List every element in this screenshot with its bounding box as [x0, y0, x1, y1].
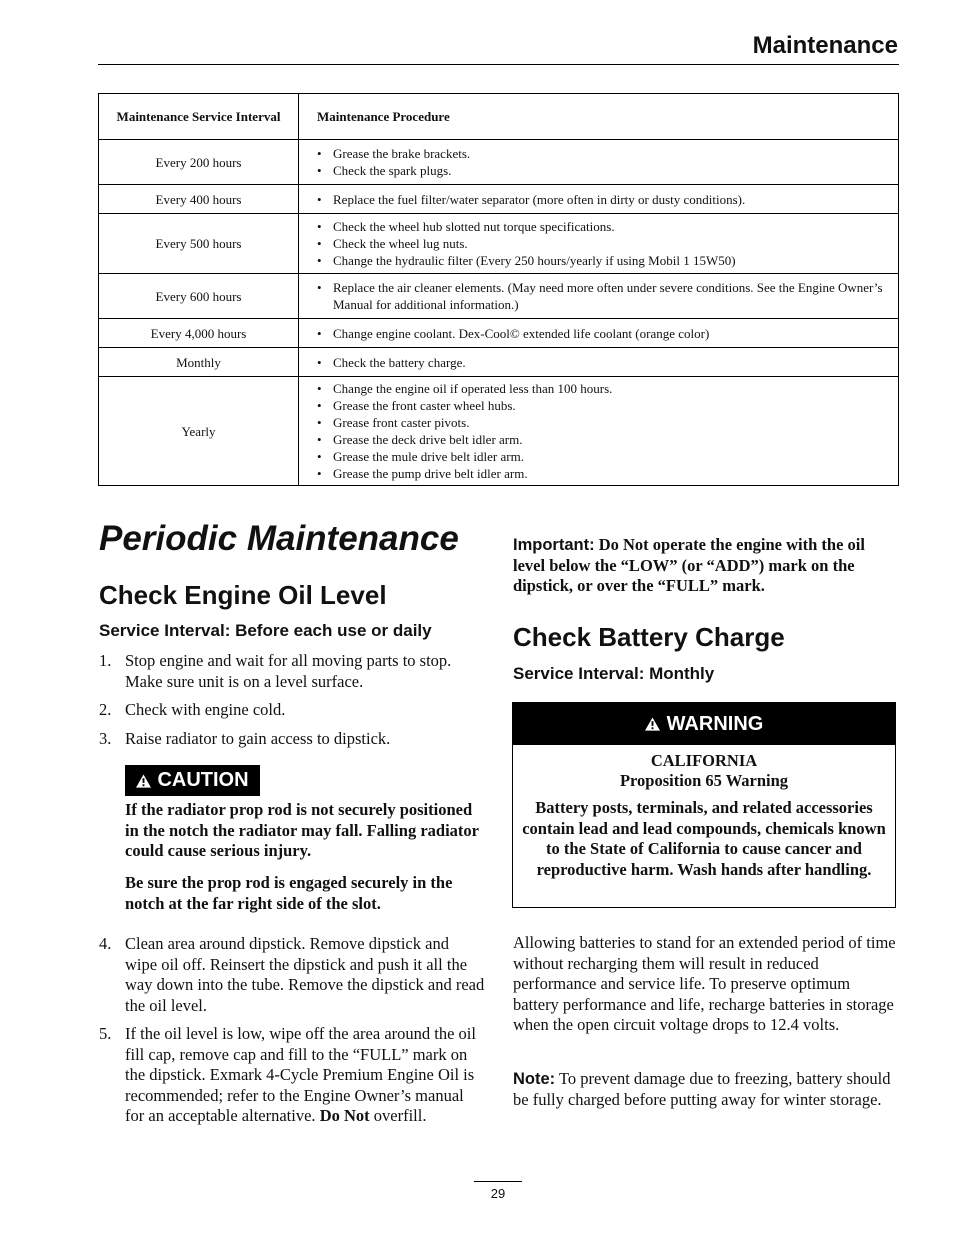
warning-triangle-icon [645, 717, 660, 731]
warning-bar [513, 703, 895, 745]
step-5 [99, 1024, 485, 1127]
procedure-list [317, 380, 886, 482]
step-number: 5. [99, 1024, 112, 1043]
list-item: • Grease the pump drive belt idler arm. [317, 465, 886, 482]
step-number: 1. [99, 651, 112, 670]
footer-rule [474, 1181, 522, 1182]
procedure-cell [299, 140, 899, 185]
procedure-cell [299, 214, 899, 274]
note-text: To prevent damage due to freezing, battery should be fully charged before putting away for winter storage. [513, 1069, 891, 1109]
heading-check-engine-oil: Check Engine Oil Level [99, 580, 387, 610]
step-text: Raise radiator to gain access to dipstick. [125, 729, 391, 748]
list-item: • Grease the brake brackets. [317, 145, 886, 162]
service-interval-battery: Service Interval: Monthly [513, 664, 715, 683]
procedure-cell [299, 274, 899, 319]
step-text: If the oil level is low, wipe off the area around the oil fill cap, remove cap and fill to the “FULL” mark on the dipstick. Exmark 4-Cycle Premium Engine Oil is recommended; refer to the Engine Owner’s manual for an acceptable alternative. Do Not overfill. [125, 1024, 476, 1125]
interval-cell: Every 500 hours [99, 214, 299, 274]
table-row [99, 185, 899, 214]
table-row [99, 140, 899, 185]
important-label: Important: [513, 536, 595, 554]
procedure-cell [299, 319, 899, 348]
caution-badge [125, 765, 260, 796]
battery-note [513, 1069, 899, 1110]
step-text: Check with engine cold. [125, 700, 286, 719]
interval-cell: Every 200 hours [99, 140, 299, 185]
table-row [99, 377, 899, 486]
do-not-emphasis: Do Not [319, 1106, 370, 1125]
procedure-list [317, 145, 886, 179]
important-text: Do Not operate the engine with the oil level below the “LOW” (or “ADD”) mark on the dipstick, or over the “FULL” mark. [513, 535, 865, 595]
step-number: 4. [99, 934, 112, 953]
list-item: • Check the wheel lug nuts. [317, 235, 886, 252]
list-item: • Grease the mule drive belt idler arm. [317, 448, 886, 465]
list-item: • Check the wheel hub slotted nut torque specifications. [317, 218, 886, 235]
table-body [99, 140, 899, 486]
procedure-cell [299, 348, 899, 377]
interval-cell: Every 400 hours [99, 185, 299, 214]
list-item: • Grease the front caster wheel hubs. [317, 397, 886, 414]
step-2 [99, 700, 485, 721]
caution-label: CAUTION [157, 769, 249, 791]
section-title: Maintenance [752, 32, 898, 59]
caution-text-2: Be sure the prop rod is engaged securely in the notch at the far right side of the slot. [125, 873, 453, 913]
list-item: • Check the battery charge. [317, 354, 886, 371]
warning-label: WARNING [666, 712, 764, 735]
procedure-cell [299, 185, 899, 214]
step-number: 3. [99, 729, 112, 748]
prop65-warning-box [512, 702, 896, 908]
procedure-cell [299, 377, 899, 486]
list-item: • Replace the fuel filter/water separator (more often in dirty or dusty conditions). [317, 191, 886, 208]
heading-check-battery: Check Battery Charge [513, 622, 785, 652]
col-header-procedure: Maintenance Procedure [299, 94, 899, 140]
step-1 [99, 651, 485, 692]
table-row [99, 274, 899, 319]
procedure-list [317, 191, 886, 208]
list-item: • Change engine coolant. Dex-Cool© extended life coolant (orange color) [317, 325, 886, 342]
maintenance-schedule-table [98, 93, 899, 486]
header-rule [98, 64, 899, 65]
step-text: Stop engine and wait for all moving parts to stop. Make sure unit is on a level surface. [125, 651, 452, 691]
procedure-list [317, 279, 886, 313]
interval-cell: Every 4,000 hours [99, 319, 299, 348]
important-notice [513, 535, 897, 597]
caution-text-1: If the radiator prop rod is not securely positioned in the notch the radiator may fall. Falling radiator could cause serious injury. [125, 800, 479, 860]
service-interval-oil: Service Interval: Before each use or daily [99, 621, 432, 640]
battery-paragraph: Allowing batteries to stand for an extended period of time without recharging them will result in reduced performance and service life. To preserve optimum battery performance and life, recharge batteries in storage when the open circuit voltage drops to 12.4 volts. [513, 933, 896, 1034]
table-row [99, 319, 899, 348]
step-4 [99, 934, 485, 1016]
interval-cell: Monthly [99, 348, 299, 377]
page-number: 29 [490, 1186, 506, 1201]
interval-cell: Every 600 hours [99, 274, 299, 319]
list-item: • Check the spark plugs. [317, 162, 886, 179]
note-label: Note: [513, 1070, 556, 1088]
table-row [99, 348, 899, 377]
list-item: • Grease the deck drive belt idler arm. [317, 431, 886, 448]
table-header-row [99, 94, 899, 140]
step-3 [99, 729, 485, 750]
warning-triangle-icon [136, 774, 151, 788]
prop65-body: Battery posts, terminals, and related accessories contain lead and lead compounds, chemicals known to the State of California to cause cancer and reproductive harm. Wash hands after handling. [522, 798, 886, 879]
list-item: • Change the engine oil if operated less than 100 hours. [317, 380, 886, 397]
list-item: • Replace the air cleaner elements. (May need more often under severe conditions. See the Engine Owner’s Manual for additional information.) [317, 279, 886, 313]
step-text: Clean area around dipstick. Remove dipstick and wipe oil off. Reinsert the dipstick and push it all the way down into the tube. Remove the dipstick and read the oil level. [125, 934, 485, 1015]
step-number: 2. [99, 700, 112, 719]
list-item: • Change the hydraulic filter (Every 250 hours/yearly if using Mobil 1 15W50) [317, 252, 886, 269]
interval-cell: Yearly [99, 377, 299, 486]
col-header-interval: Maintenance Service Interval [99, 94, 299, 140]
list-item: • Grease front caster pivots. [317, 414, 886, 431]
procedure-list [317, 325, 886, 342]
table-row [99, 214, 899, 274]
page-title: Periodic Maintenance [99, 519, 459, 558]
procedure-list [317, 218, 886, 269]
procedure-list [317, 354, 886, 371]
prop65-title: CALIFORNIA Proposition 65 Warning [619, 751, 789, 790]
